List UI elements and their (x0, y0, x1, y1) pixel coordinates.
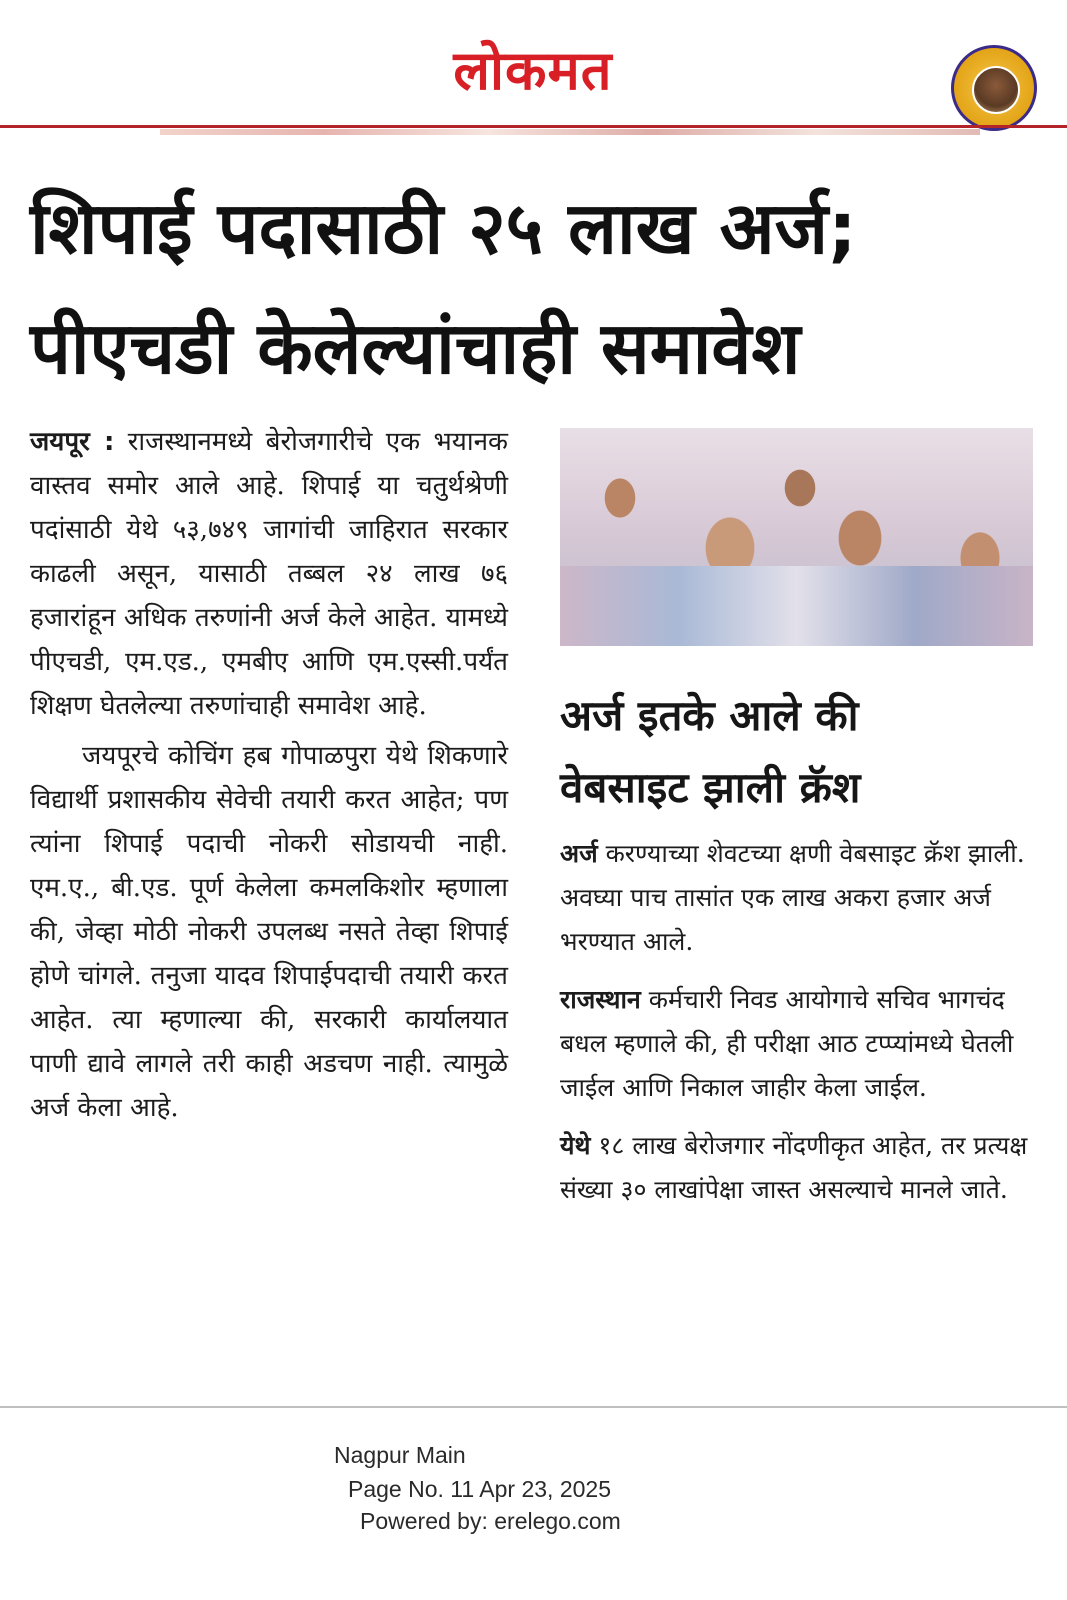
sidebar-item-lead: अर्ज (560, 839, 598, 868)
footer-powered-by: Powered by: erelego.com (360, 1508, 621, 1534)
subhead-line-2: वेबसाइट झाली क्रॅश (560, 763, 861, 812)
subhead-line-1: अर्ज इतके आले की (560, 691, 859, 740)
sidebar-item-lead: येथे (560, 1131, 591, 1160)
newspaper-logo: लोकमत (453, 39, 613, 102)
masthead-strip (160, 129, 980, 135)
sidebar-item-text: कर्मचारी निवड आयोगाचे सचिव भागचंद बधल म्हणाले की, ही परीक्षा आठ टप्प्यांमध्ये घेतली जाईल आणि निकाल जाहीर केला जाईल. (560, 985, 1014, 1102)
article-paragraph-2: जयपूरचे कोचिंग हब गोपाळपुरा येथे शिकणारे विद्यार्थी प्रशासकीय सेवेची तयारी करत आहेत; पण त्यांना शिपाई पदाची नोकरी सोडायची नाही. एम.ए., बी.एड. पूर्ण केलेला कमलकिशोर म्हणाला की, जेव्हा मोठी नोकरी उपलब्ध नसते तेव्हा शिपाई होणे चांगले. तनुजा यादव शिपाईपदाची तयारी करत आहेत. त्या म्हणाल्या की, सरकारी कार्यालयात पाणी द्यावे लागले तरी काही अडचण नाही. त्यामुळे अर्ज केला आहे. (30, 741, 508, 1123)
sidebar-item (560, 832, 1030, 964)
paragraph-1-text: राजस्थानमध्ये बेरोजगारीचे एक भयानक वास्तव समोर आले आहे. शिपाई या चतुर्थश्रेणी पदांसाठी येथे ५३,७४९ जागांची जाहिरात सरकार काढली असून, यासाठी तब्बल २४ लाख ७६ हजारांहून अधिक तरुणांनी अर्ज केले आहेत. यामध्ये पीएचडी, एम.एड., एमबीए आणि एम.एस्सी.पर्यंत शिक्षण घेतलेल्या तरुणांचाही समावेश आहे. (30, 427, 508, 721)
footer-rule (0, 1406, 1067, 1408)
article-paragraph-1 (30, 420, 508, 728)
photo-crowd-shading (560, 566, 1033, 646)
dateline: जयपूर : (30, 427, 115, 457)
footer-page-date: Page No. 11 Apr 23, 2025 (348, 1476, 611, 1502)
sidebar-item (560, 978, 1030, 1110)
masthead (0, 0, 1067, 132)
seal-portrait (972, 66, 1020, 114)
article-headline (30, 168, 1030, 408)
sidebar-item-text: करण्याच्या शेवटच्या क्षणी वेबसाइट क्रॅश झाली. अवघ्या पाच तासांत एक लाख अकरा हजार अर्ज भरण्यात आले. (560, 839, 1025, 956)
masthead-rule (0, 125, 1067, 128)
article-body (30, 420, 508, 1130)
sidebar-item (560, 1124, 1030, 1212)
sidebar-item-lead: राजस्थान (560, 985, 641, 1014)
headline-line-1: शिपाई पदासाठी २५ लाख अर्ज; (30, 186, 857, 270)
seal-stamp-icon (951, 45, 1037, 131)
headline-line-2: पीएचडी केलेल्यांचाही समावेश (30, 306, 801, 390)
footer-edition: Nagpur Main (334, 1442, 466, 1468)
crowd-photo (560, 428, 1033, 646)
sidebar-item-text: १८ लाख बेरोजगार नोंदणीकृत आहेत, तर प्रत्यक्ष संख्या ३० लाखांपेक्षा जास्त असल्याचे मानले जाते. (560, 1131, 1028, 1204)
sidebar-body (560, 832, 1030, 1226)
sidebar-subhead (560, 680, 1030, 824)
